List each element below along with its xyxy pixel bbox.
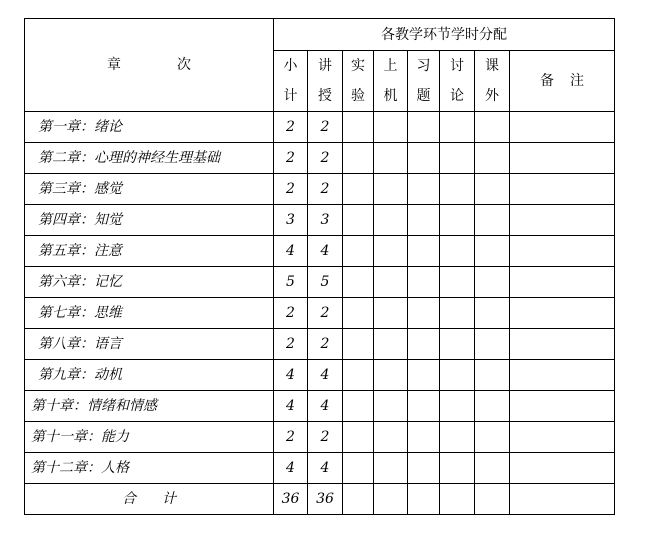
extracurricular-cell bbox=[475, 143, 510, 174]
chapter-cell: 第十一章：能力 bbox=[25, 422, 274, 453]
subheader-extracurricular-char-2: 外 bbox=[485, 88, 499, 104]
subtotal-cell: 5 bbox=[274, 267, 308, 298]
computer-cell bbox=[374, 484, 408, 515]
table-row bbox=[25, 174, 615, 205]
experiment-cell bbox=[343, 360, 374, 391]
subheader-lecture bbox=[308, 51, 343, 112]
exercise-cell bbox=[408, 298, 440, 329]
subtotal-cell: 2 bbox=[274, 422, 308, 453]
computer-cell bbox=[374, 174, 408, 205]
extracurricular-cell bbox=[475, 329, 510, 360]
discussion-cell bbox=[440, 360, 475, 391]
subtotal-cell: 3 bbox=[274, 205, 308, 236]
experiment-cell bbox=[343, 453, 374, 484]
subheader-experiment-char-1: 实 bbox=[351, 58, 365, 74]
subheader-exercise bbox=[408, 51, 440, 112]
chapter-cell: 第五章：注意 bbox=[25, 236, 274, 267]
subheader-discussion-char-1: 讨 bbox=[450, 58, 464, 74]
experiment-cell bbox=[343, 143, 374, 174]
computer-cell bbox=[374, 112, 408, 143]
computer-cell bbox=[374, 453, 408, 484]
experiment-cell bbox=[343, 329, 374, 360]
chapter-header-char-1: 章 bbox=[107, 57, 121, 73]
experiment-cell bbox=[343, 205, 374, 236]
computer-cell bbox=[374, 360, 408, 391]
total-lecture-cell: 36 bbox=[308, 484, 343, 515]
exercise-cell bbox=[408, 422, 440, 453]
subheader-lecture-char-2: 授 bbox=[318, 88, 332, 104]
remark-cell bbox=[510, 360, 615, 391]
subtotal-cell: 4 bbox=[274, 453, 308, 484]
remark-cell bbox=[510, 112, 615, 143]
exercise-cell bbox=[408, 360, 440, 391]
lecture-cell: 2 bbox=[308, 112, 343, 143]
discussion-cell bbox=[440, 205, 475, 236]
discussion-cell bbox=[440, 484, 475, 515]
table-row bbox=[25, 205, 615, 236]
table-row bbox=[25, 112, 615, 143]
lecture-cell: 2 bbox=[308, 422, 343, 453]
chapter-cell: 第十章：情绪和情感 bbox=[25, 391, 274, 422]
computer-cell bbox=[374, 236, 408, 267]
subtotal-cell: 4 bbox=[274, 236, 308, 267]
subheader-computer bbox=[374, 51, 408, 112]
discussion-cell bbox=[440, 329, 475, 360]
chapter-cell: 第六章：记忆 bbox=[25, 267, 274, 298]
subheader-subtotal bbox=[274, 51, 308, 112]
remark-cell bbox=[510, 267, 615, 298]
remark-cell bbox=[510, 329, 615, 360]
experiment-cell bbox=[343, 422, 374, 453]
subheader-subtotal-char-1: 小 bbox=[283, 58, 298, 74]
remark-cell bbox=[510, 205, 615, 236]
chapter-cell: 第二章：心理的神经生理基础 bbox=[25, 143, 274, 174]
lecture-cell: 2 bbox=[308, 298, 343, 329]
table-row bbox=[25, 391, 615, 422]
remark-cell bbox=[510, 391, 615, 422]
extracurricular-cell bbox=[475, 422, 510, 453]
extracurricular-cell bbox=[475, 174, 510, 205]
exercise-cell bbox=[408, 329, 440, 360]
lecture-cell: 2 bbox=[308, 174, 343, 205]
subheader-extracurricular bbox=[475, 51, 510, 112]
chapter-cell: 第三章：感觉 bbox=[25, 174, 274, 205]
experiment-cell bbox=[343, 174, 374, 205]
discussion-cell bbox=[440, 298, 475, 329]
exercise-cell bbox=[408, 453, 440, 484]
exercise-cell bbox=[408, 205, 440, 236]
experiment-cell bbox=[343, 484, 374, 515]
hours-allocation-table bbox=[24, 18, 615, 515]
experiment-cell bbox=[343, 298, 374, 329]
computer-cell bbox=[374, 329, 408, 360]
chapter-column-header bbox=[25, 19, 274, 112]
chapter-header-char-2: 次 bbox=[177, 57, 191, 73]
total-label-cell bbox=[25, 484, 274, 515]
computer-cell bbox=[374, 422, 408, 453]
experiment-cell bbox=[343, 267, 374, 298]
table-row bbox=[25, 143, 615, 174]
exercise-cell bbox=[408, 236, 440, 267]
group-header: 各教学环节学时分配 bbox=[274, 19, 615, 51]
extracurricular-cell bbox=[475, 484, 510, 515]
discussion-cell bbox=[440, 267, 475, 298]
subtotal-cell: 2 bbox=[274, 329, 308, 360]
discussion-cell bbox=[440, 112, 475, 143]
chapter-cell: 第十二章：人格 bbox=[25, 453, 274, 484]
remark-header-char-1: 备 bbox=[540, 73, 554, 89]
subheader-lecture-char-1: 讲 bbox=[318, 58, 332, 74]
computer-cell bbox=[374, 267, 408, 298]
chapter-cell: 第四章：知觉 bbox=[25, 205, 274, 236]
extracurricular-cell bbox=[475, 205, 510, 236]
discussion-cell bbox=[440, 143, 475, 174]
exercise-cell bbox=[408, 267, 440, 298]
lecture-cell: 3 bbox=[308, 205, 343, 236]
subtotal-cell: 4 bbox=[274, 391, 308, 422]
subheader-exercise-char-1: 习 bbox=[416, 58, 431, 74]
subheader-discussion-char-2: 论 bbox=[450, 88, 464, 104]
exercise-cell bbox=[408, 174, 440, 205]
lecture-cell: 4 bbox=[308, 391, 343, 422]
extracurricular-cell bbox=[475, 236, 510, 267]
table-row bbox=[25, 422, 615, 453]
chapter-cell: 第八章：语言 bbox=[25, 329, 274, 360]
discussion-cell bbox=[440, 174, 475, 205]
extracurricular-cell bbox=[475, 298, 510, 329]
lecture-cell: 4 bbox=[308, 453, 343, 484]
remark-cell bbox=[510, 453, 615, 484]
table-row bbox=[25, 267, 615, 298]
header-row-top bbox=[25, 19, 615, 51]
total-row bbox=[25, 484, 615, 515]
computer-cell bbox=[374, 205, 408, 236]
table-row bbox=[25, 329, 615, 360]
experiment-cell bbox=[343, 236, 374, 267]
table-row bbox=[25, 236, 615, 267]
exercise-cell bbox=[408, 143, 440, 174]
lecture-cell: 4 bbox=[308, 236, 343, 267]
total-subtotal-cell: 36 bbox=[274, 484, 308, 515]
remark-cell bbox=[510, 298, 615, 329]
table-row bbox=[25, 360, 615, 391]
subheader-experiment bbox=[343, 51, 374, 112]
table-row bbox=[25, 298, 615, 329]
subtotal-cell: 2 bbox=[274, 143, 308, 174]
subheader-extracurricular-char-1: 课 bbox=[485, 58, 499, 74]
lecture-cell: 2 bbox=[308, 143, 343, 174]
computer-cell bbox=[374, 298, 408, 329]
subtotal-cell: 2 bbox=[274, 298, 308, 329]
discussion-cell bbox=[440, 453, 475, 484]
subheader-discussion bbox=[440, 51, 475, 112]
remark-column-header bbox=[510, 51, 615, 112]
remark-cell bbox=[510, 174, 615, 205]
remark-header-char-2: 注 bbox=[570, 73, 584, 89]
chapter-cell: 第一章：绪论 bbox=[25, 112, 274, 143]
discussion-cell bbox=[440, 422, 475, 453]
chapter-cell: 第七章：思维 bbox=[25, 298, 274, 329]
experiment-cell bbox=[343, 391, 374, 422]
chapter-cell: 第九章：动机 bbox=[25, 360, 274, 391]
total-label-char-1: 合 bbox=[122, 491, 136, 507]
subheader-computer-char-1: 上 bbox=[383, 58, 398, 74]
subheader-subtotal-char-2: 计 bbox=[283, 88, 298, 104]
subtotal-cell: 2 bbox=[274, 174, 308, 205]
subheader-exercise-char-2: 题 bbox=[416, 88, 431, 104]
discussion-cell bbox=[440, 236, 475, 267]
remark-cell bbox=[510, 236, 615, 267]
exercise-cell bbox=[408, 484, 440, 515]
subheader-computer-char-2: 机 bbox=[383, 88, 398, 104]
lecture-cell: 4 bbox=[308, 360, 343, 391]
extracurricular-cell bbox=[475, 112, 510, 143]
extracurricular-cell bbox=[475, 391, 510, 422]
experiment-cell bbox=[343, 112, 374, 143]
computer-cell bbox=[374, 391, 408, 422]
table-row bbox=[25, 453, 615, 484]
lecture-cell: 5 bbox=[308, 267, 343, 298]
exercise-cell bbox=[408, 391, 440, 422]
lecture-cell: 2 bbox=[308, 329, 343, 360]
exercise-cell bbox=[408, 112, 440, 143]
remark-cell bbox=[510, 484, 615, 515]
discussion-cell bbox=[440, 391, 475, 422]
extracurricular-cell bbox=[475, 267, 510, 298]
remark-cell bbox=[510, 143, 615, 174]
computer-cell bbox=[374, 143, 408, 174]
remark-cell bbox=[510, 422, 615, 453]
subtotal-cell: 2 bbox=[274, 112, 308, 143]
extracurricular-cell bbox=[475, 360, 510, 391]
total-label-char-2: 计 bbox=[162, 491, 176, 507]
subheader-experiment-char-2: 验 bbox=[351, 88, 365, 104]
subtotal-cell: 4 bbox=[274, 360, 308, 391]
extracurricular-cell bbox=[475, 453, 510, 484]
